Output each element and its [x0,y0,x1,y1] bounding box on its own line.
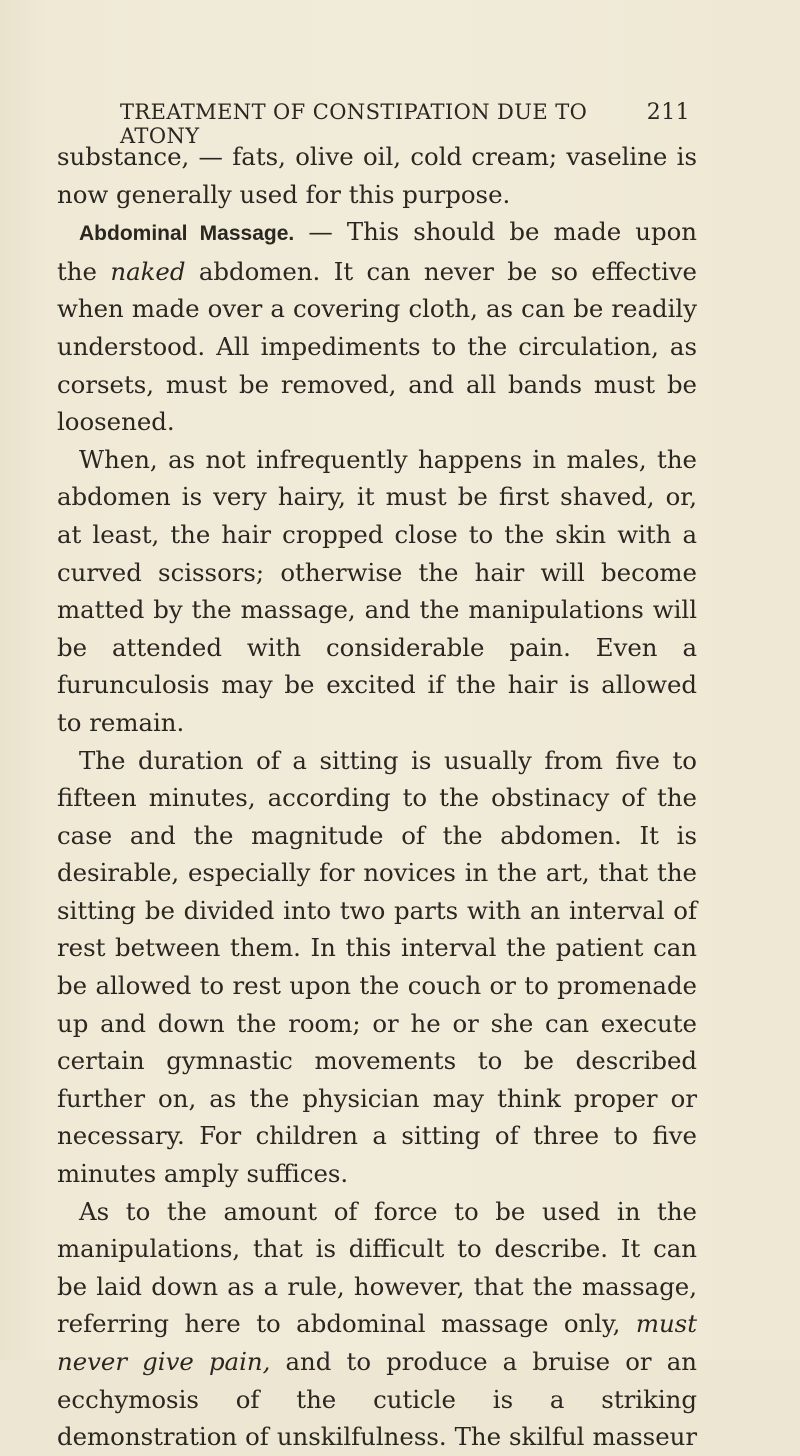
page-number: 211 [646,100,690,125]
body-text [57,138,697,1456]
emphasis: naked [110,256,186,286]
paragraph-hairy-abdomen: When, as not infrequently happens in males, the abdomen is very hairy, it must be first shaved, or, at least, the hair cropped close to the skin with a curved scissors; otherwise the hair will become matted by the massage, and the manipulations will be attended with considerable pain. Even a furunculosis may be excited if the hair is allowed to remain. [57,444,697,737]
emphasis: must never give pain, [57,1309,697,1376]
paragraph-abdominal-massage: Abdominal Massage. — This should be made upon the naked abdomen. It can never be so effective when made over a covering cloth, as can be readily understood. All impediments to the circulation, as corsets, must be removed, and all bands must be loosened. [57,217,697,437]
paragraph-force: As to the amount of force to be used in the manipulations, that is difficult to describe. It can be laid down as a rule, however, that the massage, referring here to abdominal massage only, must never give pain, and to produce a bruise or an ecchymosis of the cuticle is a striking demonstration of unskilfulness. The skilful masseur [57,1196,697,1452]
paragraph-duration: The duration of a sitting is usually from five to fifteen minutes, according to the obstinacy of the case and the magnitude of the abdomen. It is desirable, especially for novices in the art, that the sitting be divided into two parts with an interval of rest between them. In this interval the patient can be allowed to rest upon the couch or to promenade up and down the room; or he or she can execute certain gymnastic movements to be described further on, as the physician may think proper or necessary. For children a sitting of three to five minutes amply suffices. [57,745,697,1189]
run-in-heading: Abdominal Massage. [79,222,295,246]
running-head: TREATMENT OF CONSTIPATION DUE TO ATONY [120,100,588,148]
paragraph-continuation: substance, — fats, olive oil, cold cream; vaseline is now generally used for this purpose. [57,142,697,209]
